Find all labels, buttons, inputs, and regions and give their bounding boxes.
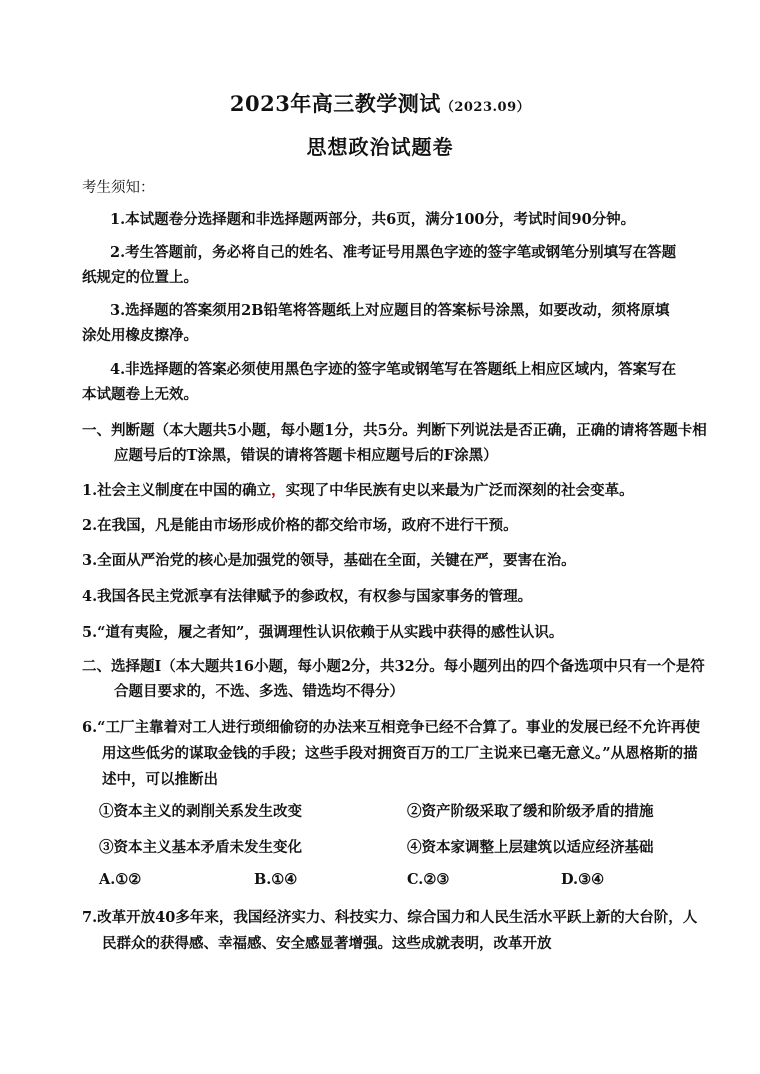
instruction-item-2: 2.考生答题前，务必将自己的姓名、准考证号用黑色字迹的签字笔或钢笔分别填写在答题纸规定的位置上。 (82, 244, 677, 286)
page-title (0, 88, 760, 118)
q6-statement-3: ③资本主义基本矛盾未发生变化 (99, 839, 302, 856)
q6-option-d: D.③④ (561, 871, 605, 888)
instruction-item-3: 3.选择题的答案须用2B铅笔将答题纸上对应题目的答案标号涂黑，如要改动，须将原填涂处用橡皮擦净。 (82, 302, 670, 344)
choice-question-7: 7.改革开放40多年来，我国经济实力、科技实力、综合国力和人民生活水平跃上新的大台阶，人民群众的获得感、幸福感、安全感显著增强。这些成就表明，改革开放 (82, 909, 698, 952)
instruction-item-4: 4.非选择题的答案必须使用黑色字迹的签字笔或钢笔写在答题纸上相应区域内，答案写在本试题卷上无效。 (82, 361, 677, 403)
instructions-heading: 考生须知： (82, 180, 155, 196)
judge-question-1-comma: ， (271, 482, 286, 499)
judge-question-4: 4.我国各民主党派享有法律赋予的参政权，有权参与国家事务的管理。 (82, 588, 533, 605)
q6-option-a: A.①② (99, 871, 142, 888)
judge-question-2: 2.在我国，凡是能由市场形成价格的都交给市场，政府不进行干预。 (82, 517, 518, 534)
judge-question-1-part2: 实现了中华民族有史以来最为广泛而深刻的社会变革。 (285, 482, 634, 499)
title-main: 2023年高三教学测试 (229, 91, 441, 116)
section1-heading: 一、判断题（本大题共5小题，每小题1分，共5分。判断下列说法是否正确，正确的请将答题卡相应题号后的T涂黑，错误的请将答题卡相应题号后的F涂黑） (82, 422, 707, 464)
judge-question-3: 3.全面从严治党的核心是加强党的领导，基础在全面，关键在严，要害在治。 (82, 552, 576, 569)
q6-statement-1: ①资本主义的剥削关系发生改变 (99, 803, 302, 820)
title-date: （2023.09） (440, 100, 531, 115)
page-subtitle: 思想政治试题卷 (306, 135, 454, 159)
q6-option-c: C.②③ (407, 871, 450, 888)
instruction-item-1: 1.本试题卷分选择题和非选择题两部分，共6页，满分100分，考试时间90分钟。 (110, 211, 636, 228)
judge-question-5: 5.“道有夷险，履之者知”，强调理性认识依赖于从实践中获得的感性认识。 (82, 624, 564, 641)
choice-question-6: 6.“工厂主靠着对工人进行琐细偷窃的办法来互相竞争已经不合算了。事业的发展已经不允许再使用这些低劣的谋取金钱的手段；这些手段对拥资百万的工厂主说来已毫无意义。”从恩格斯的描述中，可以推断出 (82, 719, 700, 788)
judge-question-1 (82, 478, 682, 503)
q6-statement-4: ④资本家调整上层建筑以适应经济基础 (407, 839, 654, 856)
q6-option-b: B.①④ (254, 871, 298, 888)
q6-statement-2: ②资产阶级采取了缓和阶级矛盾的措施 (407, 803, 654, 820)
judge-question-1-part1: 1.社会主义制度在中国的确立 (82, 482, 272, 499)
section2-heading: 二、选择题Ⅰ（本大题共16小题，每小题2分，共32分。每小题列出的四个备选项中只有一个是符合题目要求的，不选、多选、错选均不得分） (82, 658, 705, 700)
